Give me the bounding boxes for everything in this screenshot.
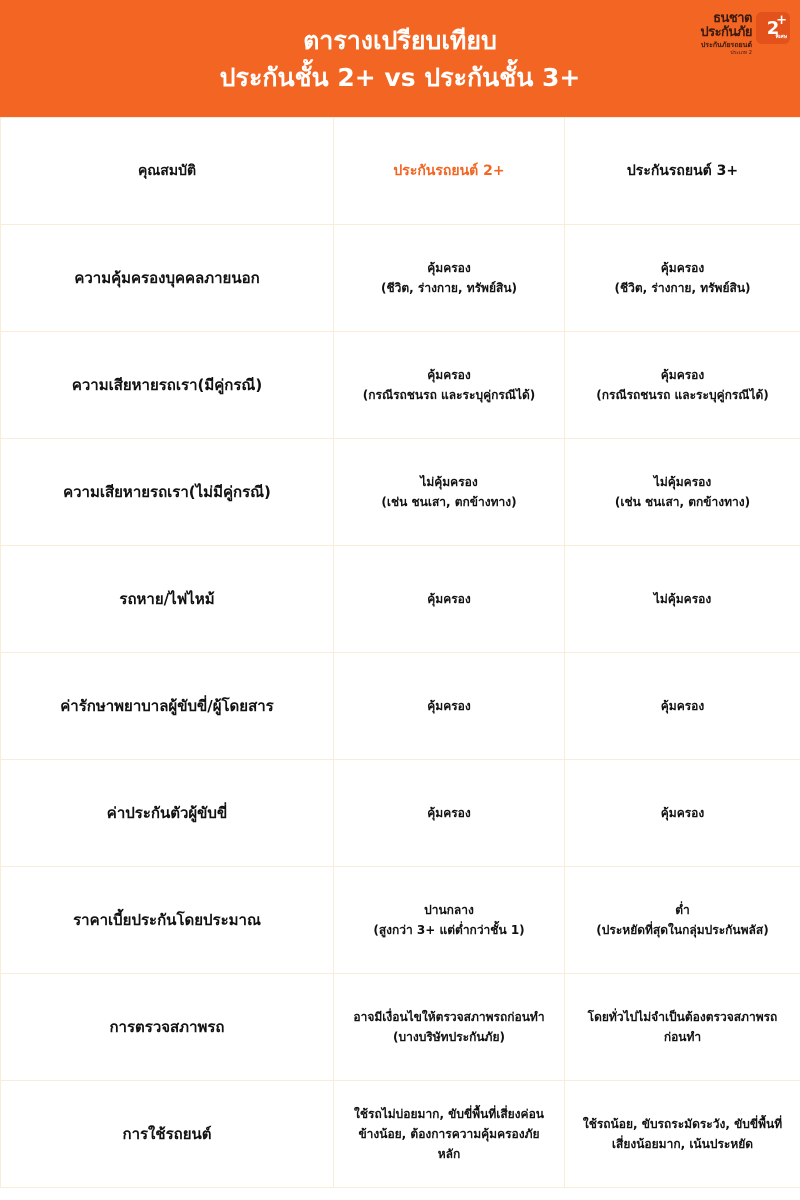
class-3-plus-cell — [565, 225, 800, 332]
cell-text-line: เสี่ยงน้อยมาก, เน้นประหยัด — [611, 1137, 754, 1151]
feature-cell: การใช้รถยนต์ — [1, 1081, 334, 1188]
cell-text-line: (กรณีรถชนรถ และระบุคู่กรณีได้) — [596, 388, 769, 402]
table-row — [1, 332, 800, 439]
class-2-plus-cell — [334, 760, 565, 867]
cell-text-line: โดยทั่วไปไม่จำเป็นต้องตรวจสภาพรถ — [587, 1010, 778, 1024]
cell-text-line: คุ้มครอง — [427, 592, 471, 606]
class-3-plus-cell — [565, 1081, 800, 1188]
cell-text-line: (เช่น ชนเสา, ตกข้างทาง) — [381, 495, 517, 509]
page-title-line-2: ประกันชั้น 2+ vs ประกันชั้น 3+ — [219, 62, 581, 92]
table-row — [1, 546, 800, 653]
class-3-plus-cell — [565, 867, 800, 974]
cell-text-line: ไม่คุ้มครอง — [653, 475, 712, 489]
cell-text-line: ไม่คุ้มครอง — [420, 475, 478, 489]
cell-text-line: คุ้มครอง — [660, 261, 705, 275]
cell-text-line: (สูงกว่า 3+ แต่ต่ำกว่าชั้น 1) — [373, 923, 525, 937]
class-badge-icon — [756, 12, 790, 44]
feature-cell: ความเสียหายรถเรา(มีคู่กรณี) — [1, 332, 334, 439]
cell-text-line: (บางบริษัทประกันภัย) — [393, 1030, 505, 1044]
cell-text-line: ข้างน้อย, ต้องการความคุ้มครองภัย — [358, 1127, 540, 1141]
class-3-plus-cell — [565, 974, 800, 1081]
brand-type-line: ประเภท 2 — [730, 50, 752, 56]
class-badge-number: 2 — [766, 17, 780, 39]
cell-text-line: คุ้มครอง — [660, 806, 705, 820]
header-class-2-plus: ประกันรถยนต์ 2+ — [334, 118, 565, 225]
feature-cell: ค่าประกันตัวผู้ขับขี่ — [1, 760, 334, 867]
table-row — [1, 974, 800, 1081]
class-2-plus-cell — [334, 439, 565, 546]
cell-text-line: คุ้มครอง — [427, 806, 471, 820]
cell-text-line: (ชีวิต, ร่างกาย, ทรัพย์สิน) — [380, 281, 518, 295]
table-row — [1, 867, 800, 974]
cell-text-line: ปานกลาง — [424, 903, 474, 917]
brand-name-line-2: ประกันภัย — [700, 25, 752, 40]
cell-text-line: ต่ำ — [675, 903, 690, 917]
class-badge-plus: + — [776, 13, 787, 28]
brand-name-line-1: ธนชาต — [713, 11, 752, 26]
table-row — [1, 760, 800, 867]
cell-text-line: (ประหยัดที่สุดในกลุ่มประกันพลัส) — [596, 923, 769, 937]
class-2-plus-cell — [334, 1081, 565, 1188]
cell-text-line: (เช่น ชนเสา, ตกข้างทาง) — [614, 495, 751, 509]
class-2-plus-cell — [334, 225, 565, 332]
class-3-plus-cell — [565, 439, 800, 546]
cell-text-line: หลัก — [437, 1147, 461, 1161]
feature-cell: ความเสียหายรถเรา(ไม่มีคู่กรณี) — [1, 439, 334, 546]
header-feature: คุณสมบัติ — [1, 118, 334, 225]
header-class-3-plus: ประกันรถยนต์ 3+ — [565, 118, 800, 225]
table-row — [1, 653, 800, 760]
cell-text-line: คุ้มครอง — [427, 261, 471, 275]
class-3-plus-cell — [565, 653, 800, 760]
cell-text-line: คุ้มครอง — [660, 368, 705, 382]
feature-cell: การตรวจสภาพรถ — [1, 974, 334, 1081]
cell-text-line: อาจมีเงื่อนไขให้ตรวจสภาพรถก่อนทำ — [353, 1010, 545, 1024]
class-2-plus-cell — [334, 974, 565, 1081]
class-3-plus-cell — [565, 760, 800, 867]
page-title-line-1: ตารางเปรียบเทียบ — [303, 25, 497, 55]
class-2-plus-cell — [334, 546, 565, 653]
feature-cell: ความคุ้มครองบุคคลภายนอก — [1, 225, 334, 332]
page-header — [0, 0, 800, 117]
cell-text-line: ใช้รถน้อย, ขับรถระมัดระวัง, ขับขี่พื้นที่ — [582, 1117, 783, 1131]
brand-logo-text — [700, 12, 752, 57]
cell-text-line: (กรณีรถชนรถ และระบุคู่กรณีได้) — [362, 388, 536, 402]
cell-text-line: คุ้มครอง — [427, 368, 471, 382]
comparison-table — [0, 117, 800, 1188]
cell-text-line: (ชีวิต, ร่างกาย, ทรัพย์สิน) — [614, 281, 751, 295]
table-row — [1, 225, 800, 332]
class-3-plus-cell — [565, 546, 800, 653]
cell-text-line: ใช้รถไม่บ่อยมาก, ขับขี่พื้นที่เสี่ยงค่อน — [354, 1107, 544, 1121]
feature-cell: ราคาเบี้ยประกันโดยประมาณ — [1, 867, 334, 974]
feature-cell: ค่ารักษาพยาบาลผู้ขับขี่/ผู้โดยสาร — [1, 653, 334, 760]
brand-product-line: ประกันภัยรถยนต์ — [700, 41, 752, 49]
brand-logo — [700, 12, 790, 57]
table-header-row — [1, 118, 800, 225]
cell-text-line: คุ้มครอง — [660, 699, 705, 713]
cell-text-line: ก่อนทำ — [663, 1030, 702, 1044]
table-row — [1, 1081, 800, 1188]
class-3-plus-cell — [565, 332, 800, 439]
class-badge-sub: พิเศษ — [775, 34, 787, 40]
comparison-table-body — [1, 118, 800, 1188]
cell-text-line: ไม่คุ้มครอง — [653, 592, 712, 606]
feature-cell: รถหาย/ไฟไหม้ — [1, 546, 334, 653]
class-2-plus-cell — [334, 867, 565, 974]
cell-text-line: คุ้มครอง — [427, 699, 471, 713]
table-row — [1, 439, 800, 546]
class-2-plus-cell — [334, 332, 565, 439]
class-2-plus-cell — [334, 653, 565, 760]
